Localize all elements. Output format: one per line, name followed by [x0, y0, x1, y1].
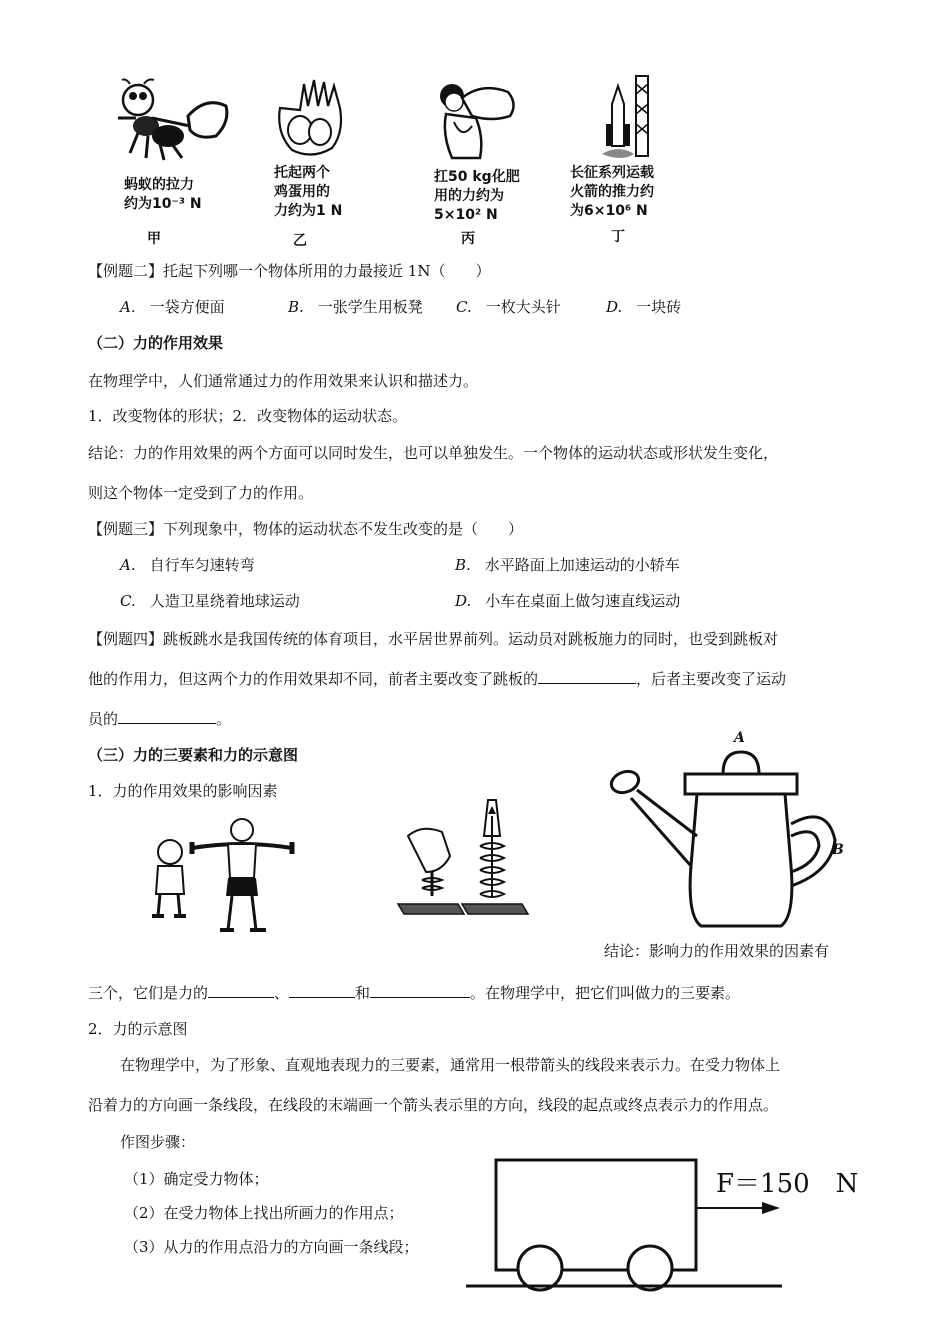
rocket-icon	[592, 74, 658, 162]
ant-icon	[108, 78, 230, 168]
example3-option-b: B. 水平路面上加速运动的小轿车	[455, 556, 680, 574]
force-label: F＝150 N	[716, 1169, 859, 1199]
answer-blank-3[interactable]	[208, 983, 274, 998]
section2-paragraph2: 1．改变物体的形状；2．改变物体的运动状态。	[88, 407, 408, 425]
section2-paragraph1: 在物理学中，人们通常通过力的作用效果来认识和描述力。	[88, 372, 479, 390]
example2-option-d: D. 一块砖	[606, 298, 682, 316]
figure-label-yi: 乙	[293, 233, 307, 249]
section2-conclusion-line2: 则这个物体一定受到了力的作用。	[88, 484, 314, 502]
example4-line1: 【例题四】跳板跳水是我国传统的体育项目，水平居世界前列。运动员对跳板施力的同时，也受到跳板对	[88, 630, 779, 648]
example2-option-b: B. 一张学生用板凳	[288, 298, 423, 316]
section3-sub1: 1．力的作用效果的影响因素	[88, 782, 278, 800]
answer-blank-2[interactable]	[118, 709, 216, 724]
figure-label-bing: 丙	[461, 231, 475, 247]
answer-blank-5[interactable]	[370, 983, 470, 998]
steps-title: 作图步骤：	[120, 1133, 196, 1151]
section3-conclusion-a: 结论：影响力的作用效果的因素有	[604, 942, 830, 960]
hand-eggs-icon	[272, 78, 350, 160]
chest-expander-icon	[142, 812, 302, 936]
section3-title: （三）力的三要素和力的示意图	[88, 746, 299, 764]
example3-option-a: A. 自行车匀速转弯	[120, 556, 255, 574]
spring-icon	[392, 796, 532, 932]
example4-line3: 员的 。	[88, 710, 232, 728]
figure-caption-rocket: 长征系列运载 火箭的推力约 为6×10⁶ N	[570, 165, 654, 219]
example4-line2: 他的作用力，但这两个力的作用效果却不同，前者主要改变了跳板的 ，后者主要改变了运动	[88, 670, 787, 688]
section2-title: （二）力的作用效果	[88, 334, 224, 352]
answer-blank-1[interactable]	[538, 669, 636, 684]
step-1: （1）确定受力物体；	[124, 1170, 269, 1188]
step-2: （2）在受力物体上找出所画力的作用点；	[124, 1204, 404, 1222]
example3-question: 【例题三】下列现象中，物体的运动状态不发生改变的是（ ）	[88, 520, 524, 538]
kettle-icon	[605, 736, 855, 936]
kettle-label-a: A	[734, 730, 745, 746]
section3-conclusion-b: 三个，它们是力的 、 和 。在物理学中，把它们叫做力的三要素。	[88, 984, 741, 1002]
example2-option-c: C. 一枚大头针	[456, 298, 561, 316]
step-3: （3）从力的作用点沿力的方向画一条线段；	[124, 1238, 419, 1256]
example2-question: 【例题二】托起下列哪一个物体所用的力最接近 1N（ ）	[88, 262, 491, 280]
answer-blank-4[interactable]	[289, 983, 355, 998]
example3-option-d: D. 小车在桌面上做匀速直线运动	[455, 592, 681, 610]
person-carrying-icon	[432, 80, 518, 160]
example2-option-a: A. 一袋方便面	[120, 298, 225, 316]
section2-conclusion-line1: 结论：力的作用效果的两个方面可以同时发生，也可以单独发生。一个物体的运动状态或形状发生变化，	[88, 444, 779, 462]
kettle-label-b: B	[832, 842, 844, 858]
figure-caption-fertilizer: 扛50 kg化肥 用的力约为 5×10² N	[434, 169, 520, 223]
figure-caption-eggs: 托起两个 鸡蛋用的 力约为1 N	[274, 165, 343, 219]
section3-paragraph2: 沿着力的方向画一条线段，在线段的末端画一个箭头表示里的方向，线段的起点或终点表示力的作用点。	[88, 1096, 779, 1114]
figure-label-jia: 甲	[147, 231, 161, 247]
figure-label-ding: 丁	[611, 229, 625, 245]
section3-sub2: 2．力的示意图	[88, 1020, 188, 1038]
figure-caption-ant: 蚂蚁的拉力 约为10⁻³ N	[124, 177, 202, 212]
section3-paragraph1: 在物理学中，为了形象、直观地表现力的三要素，通常用一根带箭头的线段来表示力。在受力物体上	[120, 1056, 781, 1074]
example3-option-c: C. 人造卫星绕着地球运动	[120, 592, 300, 610]
